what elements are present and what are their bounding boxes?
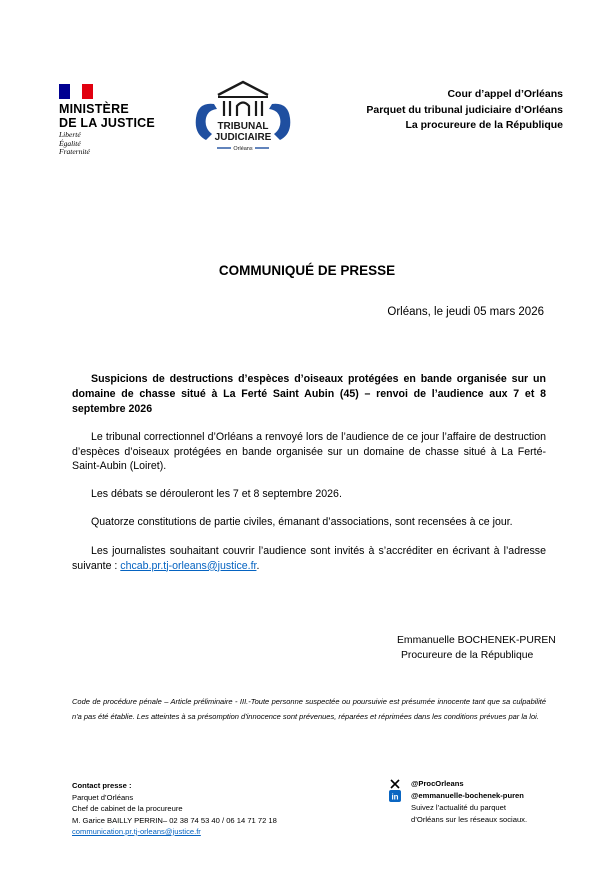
social-follow-line2: d’Orléans sur les réseaux sociaux. xyxy=(411,814,528,824)
accreditation-text: Les journalistes souhaitant couvrir l’audience sont invités à s’accréditer en écrivant à l’adresse suivante : xyxy=(72,545,546,572)
issuer-parquet: Parquet du tribunal judiciaire d’Orléans xyxy=(366,103,563,116)
contact-heading: Contact presse : xyxy=(72,781,132,790)
body-paragraph-2: Les débats se dérouleront les 7 et 8 septembre 2026. xyxy=(91,488,342,500)
arch-icon xyxy=(237,103,249,117)
x-handle[interactable]: @ProcOrleans xyxy=(411,779,464,789)
right-ribbon-icon xyxy=(269,104,290,140)
motto-liberte: Liberté xyxy=(59,130,81,139)
issuer-prosecutor: La procureure de la République xyxy=(405,119,563,131)
svg-text:in: in xyxy=(391,792,399,802)
legal-notice: Code de procédure pénale – Article préliminaire - III.-Toute personne suspectée ou poursuivie est présumée innocente tant que sa culpabilité n'a pas été établie. Les atteintes à sa présomption d'innocence sont prévenues, réparées et réprimées dans les conditions prévues par la loi. xyxy=(72,697,546,721)
contact-person-phone: M. Garice BAILLY PERRIN– 02 38 74 53 40 / 06 14 71 72 18 xyxy=(72,815,277,825)
document-title: COMMUNIQUÉ DE PRESSE xyxy=(218,263,396,278)
issuer-court: Cour d’appel d’Orléans xyxy=(447,88,563,100)
accreditation-email-link[interactable]: chcab.pr.tj-orleans@justice.fr xyxy=(120,559,257,572)
contact-office: Parquet d’Orléans xyxy=(72,792,134,802)
accreditation-end: . xyxy=(256,559,260,572)
signatory-name: Emmanuelle BOCHENEK-PUREN xyxy=(397,635,556,646)
ministry-name-line1: MINISTÈRE xyxy=(59,102,129,116)
linkedin-handle[interactable]: @emmanuelle-bochenek-puren xyxy=(411,791,524,801)
ministry-name xyxy=(59,102,155,130)
contact-email-link[interactable]: communication.pr.tj-orleans@justice.fr xyxy=(72,827,201,836)
body-paragraph-1: Le tribunal correctionnel d’Orléans a renvoyé lors de l’audience de ce jour l’affaire de destruction d’espèces d’oiseaux protégées en bande organisée sur un domaine de chasse situé à La Ferté-Saint-Aubin (Loiret). xyxy=(72,431,546,473)
roof-icon xyxy=(218,82,268,95)
logo-text-city: Orléans xyxy=(233,146,253,152)
press-subject: Suspicions de destructions d’espèces d’oiseaux protégées en bande organisée sur un domaine de chasse situé à La Ferté Saint Aubin (45) – renvoi de l’audience aux 7 et 8 septembre 2026 xyxy=(72,373,546,415)
ministry-name-line2: DE LA JUSTICE xyxy=(59,116,155,130)
social-follow-line1: Suivez l’actualité du parquet xyxy=(411,803,506,812)
marianne-flag-logo xyxy=(59,84,93,99)
press-contact xyxy=(72,780,277,838)
republic-motto xyxy=(59,131,90,157)
tribunal-judiciaire-logo xyxy=(184,78,302,153)
contact-role: Chef de cabinet de la procureure xyxy=(72,804,183,813)
document-date: Orléans, le jeudi 05 mars 2026 xyxy=(387,306,544,318)
social-block xyxy=(388,778,527,825)
linkedin-logo-icon[interactable] xyxy=(388,790,402,802)
issuer-block xyxy=(366,87,563,134)
body-paragraph-4 xyxy=(72,544,546,573)
logo-text-judiciaire: JUDICIAIRE xyxy=(214,132,272,143)
logo-text-tribunal: TRIBUNAL xyxy=(217,121,269,132)
x-logo-icon[interactable] xyxy=(388,778,402,790)
signature-block xyxy=(397,633,556,663)
motto-egalite: Égalité xyxy=(59,138,81,148)
body-paragraph-3: Quatorze constitutions de partie civiles, émanant d’associations, sont recensées à ce jour. xyxy=(91,516,513,528)
motto-fraternite: Fraternité xyxy=(59,147,90,156)
signatory-title: Procureure de la République xyxy=(401,650,534,661)
